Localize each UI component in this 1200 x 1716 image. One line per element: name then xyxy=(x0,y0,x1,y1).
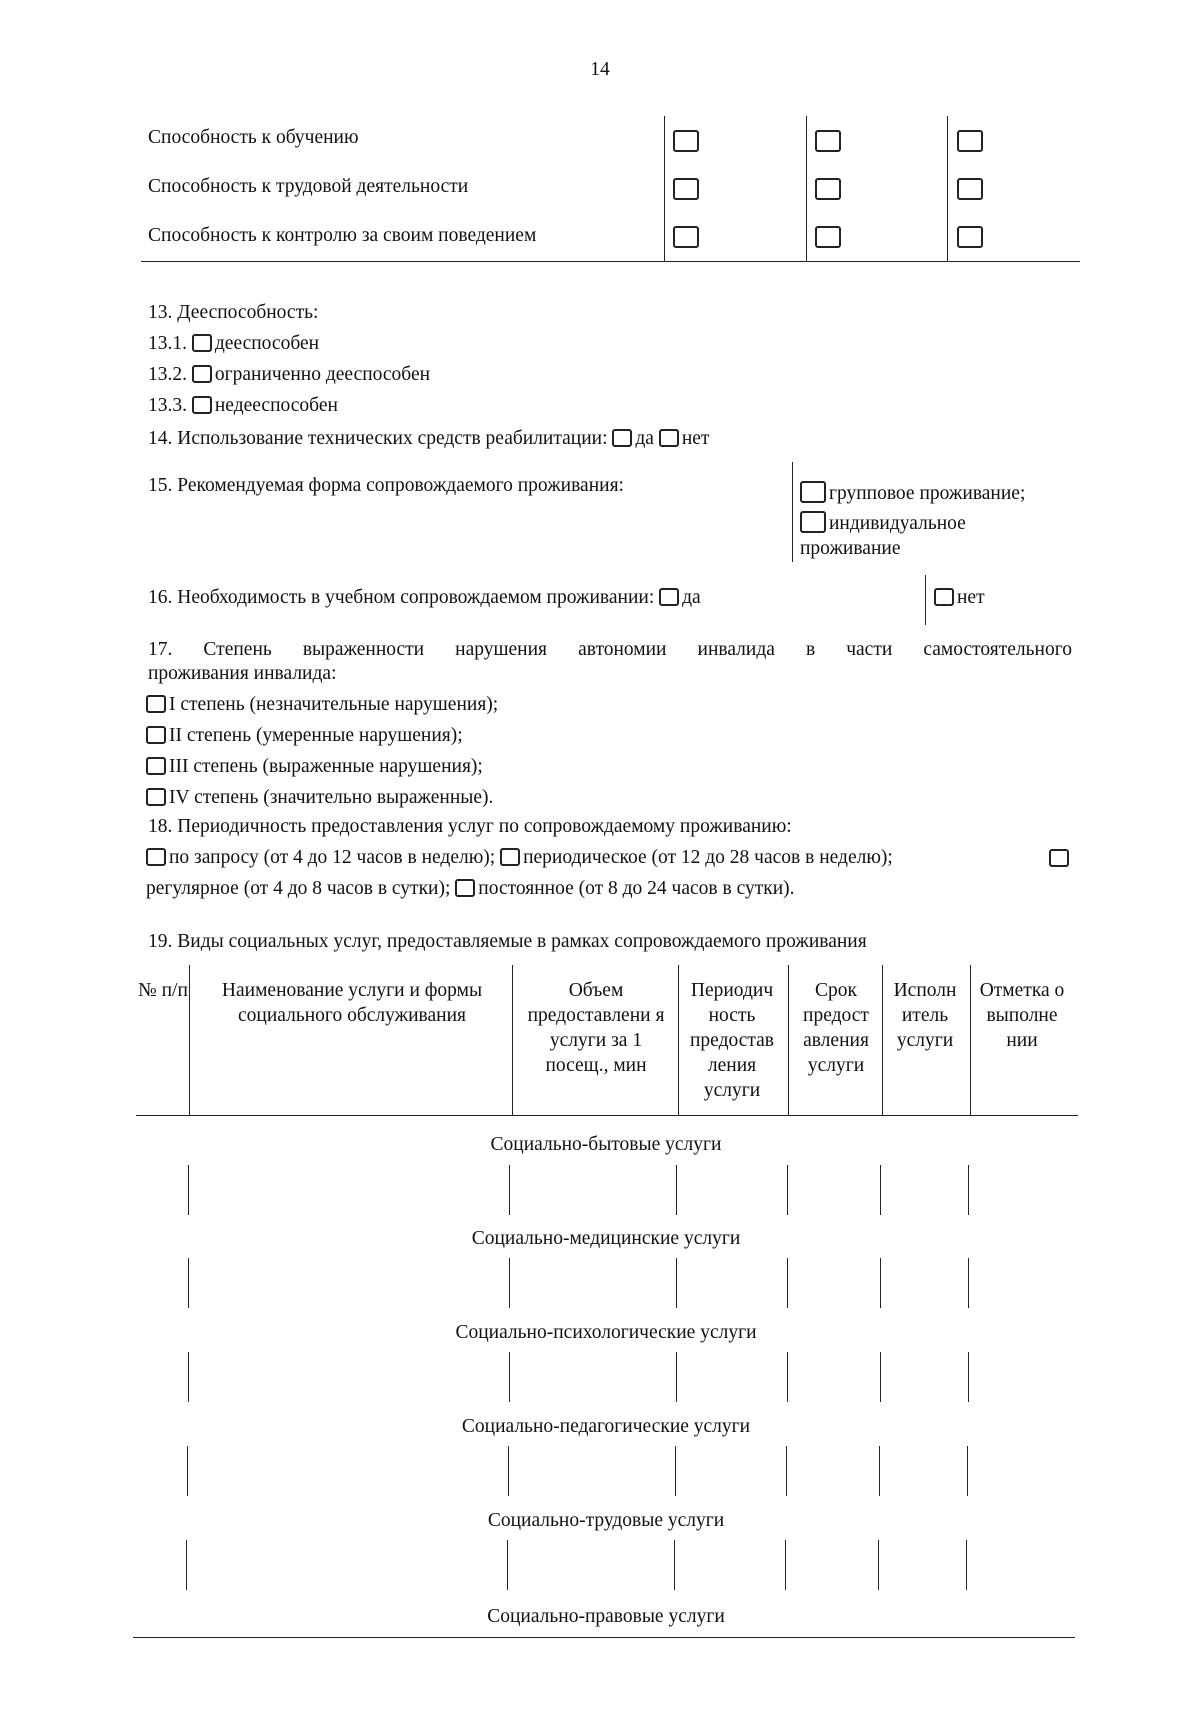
s16-divider xyxy=(925,575,926,625)
s18-opt-1-label: по запросу (от 4 до 12 часов в неделю); xyxy=(169,847,496,868)
row-divider xyxy=(787,1165,788,1215)
table-bottom-rule xyxy=(133,1637,1075,1638)
row-divider xyxy=(186,1540,187,1590)
row-divider xyxy=(674,1540,675,1590)
row-divider xyxy=(787,1258,788,1308)
s17-option-4-label: IV степень (значительно выраженные). xyxy=(169,787,494,808)
checkbox-capable[interactable] xyxy=(192,334,212,352)
header-term: Срок предост авления услуги xyxy=(803,980,869,1076)
row-divider xyxy=(878,1540,879,1590)
row-divider xyxy=(785,1540,786,1590)
checkbox-periodic[interactable] xyxy=(500,848,520,866)
s13-option-2-num: 13.2. xyxy=(148,364,187,385)
page-number: 14 xyxy=(590,59,610,80)
s15-option-1-label: групповое проживание; xyxy=(829,483,1026,504)
section-heading-labor: Социально-трудовые услуги xyxy=(487,1510,725,1531)
s15-option-2-cont: проживание xyxy=(800,538,901,559)
row-divider xyxy=(507,1540,508,1590)
s17-line-2: проживания инвалида: xyxy=(148,663,337,684)
row-divider xyxy=(966,1540,967,1590)
ability-label-learning: Способность к обучению xyxy=(148,127,359,148)
checkbox-degree-3[interactable] xyxy=(146,757,166,775)
row-divider xyxy=(968,1352,969,1402)
header-divider xyxy=(788,965,789,1115)
ability-label-behavior: Способность к контролю за своим поведением xyxy=(148,225,537,246)
row-divider xyxy=(968,1165,969,1215)
checkbox-work-3[interactable] xyxy=(957,178,983,200)
s15-option-2 xyxy=(800,511,966,536)
checkbox-behavior-2[interactable] xyxy=(815,226,841,248)
column-divider xyxy=(806,116,807,261)
s16-no-label: нет xyxy=(957,587,985,608)
s17-option-1-label: I степень (незначительные нарушения); xyxy=(169,694,499,715)
s13-option-1 xyxy=(148,332,319,356)
checkbox-regular[interactable] xyxy=(1049,849,1069,867)
checkbox-group-living[interactable] xyxy=(800,481,826,503)
s15-option-2-label: индивидуальное xyxy=(829,513,966,534)
checkbox-behavior-3[interactable] xyxy=(957,226,983,248)
s17-option-2-label: II степень (умеренные нарушения); xyxy=(169,725,463,746)
header-divider xyxy=(189,965,190,1115)
s16-text: 16. Необходимость в учебном сопровождаемом проживании: xyxy=(148,587,655,608)
s13-option-1-num: 13.1. xyxy=(148,333,187,354)
row-divider xyxy=(676,1165,677,1215)
s16-yes-label: да xyxy=(682,587,701,608)
s18-opt-4-label: постоянное (от 8 до 24 часов в сутки). xyxy=(478,878,795,899)
row-divider xyxy=(967,1446,968,1496)
column-divider xyxy=(664,116,665,261)
row-divider xyxy=(879,1446,880,1496)
s14-yes-label: да xyxy=(635,428,654,449)
s14-text: 14. Использование технических средств реабилитации: xyxy=(148,428,608,449)
row-divider xyxy=(509,1352,510,1402)
header-divider xyxy=(882,965,883,1115)
s13-option-3 xyxy=(148,394,338,418)
s17-option-4 xyxy=(146,786,493,810)
column-divider xyxy=(947,116,948,261)
row-divider xyxy=(188,1165,189,1215)
row-divider xyxy=(675,1446,676,1496)
header-completion-mark: Отметка о выполне нии xyxy=(979,980,1065,1051)
header-bottom-rule xyxy=(136,1115,1078,1116)
header-executor: Исполн итель услуги xyxy=(893,980,957,1051)
checkbox-training-yes[interactable] xyxy=(659,588,679,606)
row-divider xyxy=(880,1258,881,1308)
row-divider xyxy=(188,1258,189,1308)
checkbox-behavior-1[interactable] xyxy=(673,226,699,248)
row-divider xyxy=(786,1446,787,1496)
header-number: № п/п xyxy=(138,980,188,1001)
s18-line-1 xyxy=(146,846,1076,870)
checkbox-tech-aids-yes[interactable] xyxy=(612,429,632,447)
s15-text: 15. Рекомендуемая форма сопровождаемого проживания: xyxy=(148,475,624,496)
checkbox-degree-4[interactable] xyxy=(146,788,166,806)
checkbox-learning-3[interactable] xyxy=(957,130,983,152)
s14-row xyxy=(148,427,709,451)
checkbox-tech-aids-no[interactable] xyxy=(659,429,679,447)
checkbox-work-2[interactable] xyxy=(815,178,841,200)
s14-no-label: нет xyxy=(681,428,710,449)
s17-option-1 xyxy=(146,693,498,717)
checkbox-learning-2[interactable] xyxy=(815,130,841,152)
row-divider xyxy=(880,1352,881,1402)
s18-opt-2-label: периодическое (от 12 до 28 часов в неделю); xyxy=(523,847,893,868)
header-divider xyxy=(970,965,971,1115)
s13-option-2 xyxy=(148,363,430,387)
s13-option-2-label: ограниченно дееспособен xyxy=(214,364,431,385)
s17-option-3 xyxy=(146,755,483,779)
checkbox-degree-2[interactable] xyxy=(146,726,166,744)
section-heading-household: Социально-бытовые услуги xyxy=(490,1134,722,1155)
s19-title: 19. Виды социальных услуг, предоставляемые в рамках сопровождаемого проживания xyxy=(148,931,867,952)
row-divider xyxy=(509,1165,510,1215)
section-heading-legal: Социально-правовые услуги xyxy=(487,1606,725,1627)
header-service-name: Наименование услуги и формы социального обслуживания xyxy=(221,980,483,1026)
row-divider xyxy=(676,1258,677,1308)
s18-opt-3-label: регулярное (от 4 до 8 часов в сутки); xyxy=(146,878,451,899)
row-divider xyxy=(880,1165,881,1215)
section-heading-medical: Социально-медицинские услуги xyxy=(471,1228,741,1249)
s15-divider xyxy=(792,462,793,562)
s18-title: 18. Периодичность предоставления услуг по сопровождаемому проживанию: xyxy=(148,816,792,837)
checkbox-work-1[interactable] xyxy=(673,178,699,200)
s16-no-option xyxy=(934,586,985,610)
s18-line-2 xyxy=(146,877,795,901)
row-divider xyxy=(508,1446,509,1496)
s15-option-1 xyxy=(800,481,1025,506)
s13-option-3-label: недееспособен xyxy=(214,395,338,416)
s13-option-1-label: дееспособен xyxy=(214,333,320,354)
row-divider xyxy=(676,1352,677,1402)
row-divider xyxy=(187,1446,188,1496)
checkbox-permanent[interactable] xyxy=(455,879,475,897)
s13-title: 13. Дееспособность: xyxy=(148,302,319,323)
header-volume: Объем предоставлени я услуги за 1 посещ., мин xyxy=(527,980,665,1076)
checkbox-degree-1[interactable] xyxy=(146,695,166,713)
header-periodicity: Периодич ность предостав ления услуги xyxy=(689,980,775,1101)
s17-option-2 xyxy=(146,724,463,748)
table-bottom-rule xyxy=(141,261,1080,262)
s16-row xyxy=(148,586,701,610)
checkbox-partially-capable[interactable] xyxy=(192,365,212,383)
s17-line-1: 17. Степень выраженности нарушения автономии инвалида в части самостоятельного xyxy=(148,639,1072,660)
checkbox-learning-1[interactable] xyxy=(673,130,699,152)
section-heading-pedagogical: Социально-педагогические услуги xyxy=(461,1416,751,1437)
row-divider xyxy=(787,1352,788,1402)
section-heading-psychological: Социально-психологические услуги xyxy=(455,1322,757,1343)
checkbox-incapable[interactable] xyxy=(192,396,212,414)
s17-option-3-label: III степень (выраженные нарушения); xyxy=(169,756,483,777)
checkbox-individual-living[interactable] xyxy=(800,511,826,533)
ability-label-work: Способность к трудовой деятельности xyxy=(148,176,469,197)
checkbox-on-request[interactable] xyxy=(146,848,166,866)
row-divider xyxy=(509,1258,510,1308)
header-divider xyxy=(512,965,513,1115)
checkbox-training-no[interactable] xyxy=(934,588,954,606)
row-divider xyxy=(188,1352,189,1402)
s13-option-3-num: 13.3. xyxy=(148,395,187,416)
row-divider xyxy=(968,1258,969,1308)
header-divider xyxy=(678,965,679,1115)
